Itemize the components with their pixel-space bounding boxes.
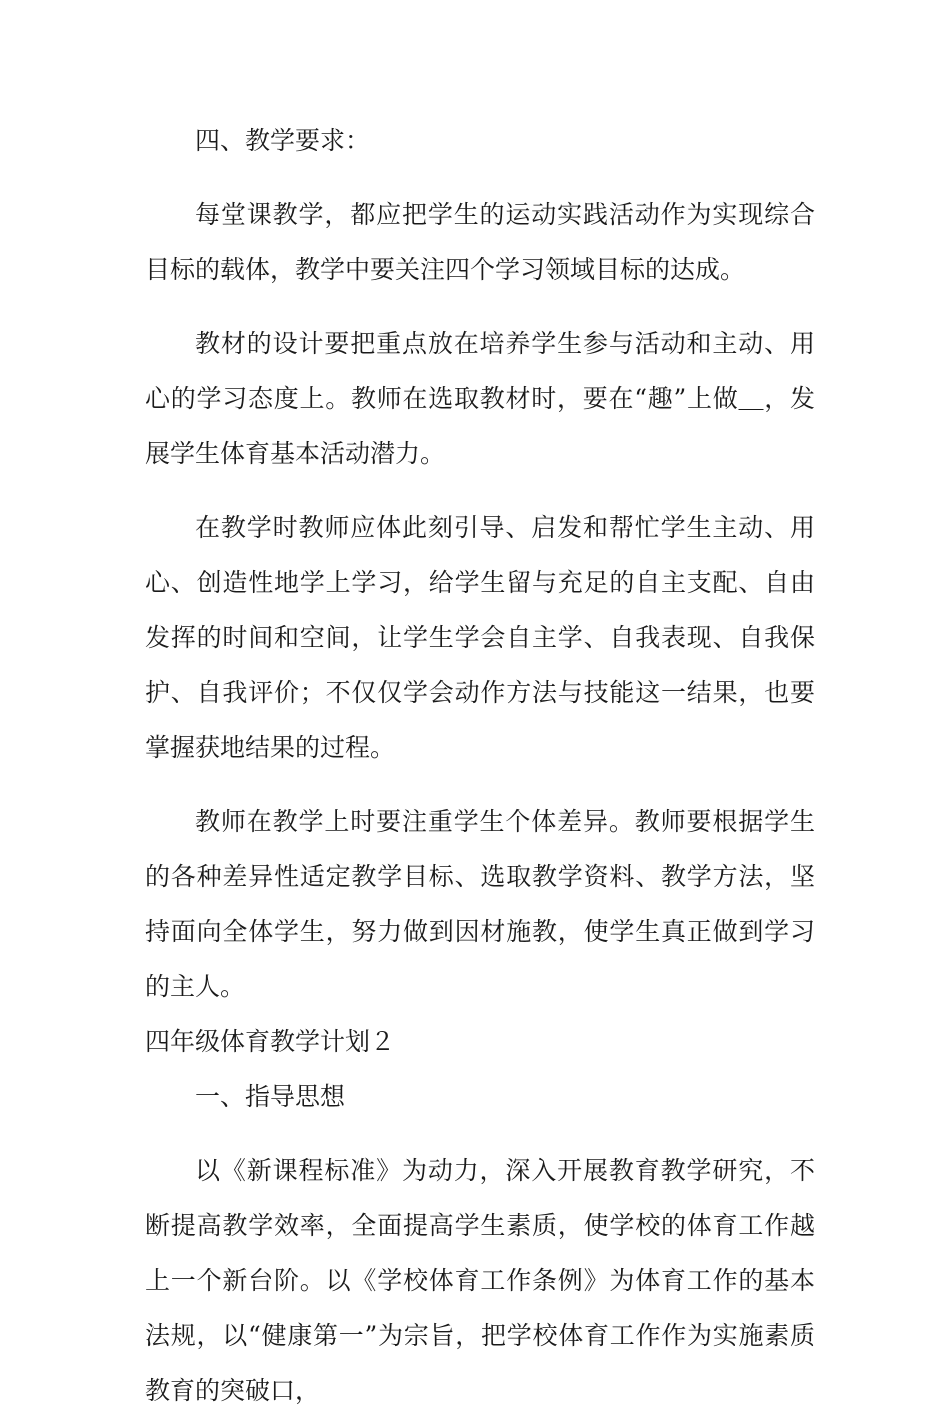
paragraph-practice-carrier: 每堂课教学，都应把学生的运动实践活动作为实现综合目标的载体，教学中要关注四个学习领域目标的达成。 <box>145 200 815 284</box>
section-heading-teaching-requirements: 四、教学要求： <box>195 126 371 155</box>
section-heading-guiding-ideology: 一、指导思想 <box>195 1082 346 1111</box>
document-title-plan-2: 四年级体育教学计划２ <box>145 1027 396 1056</box>
paragraph-teacher-guidance: 在教学时教师应体此刻引导、启发和帮忙学生主动、用心、创造性地学上学习，给学生留与充足的自主支配、自由发挥的时间和空间，让学生学会自主学、自我表现、自我保护、自我评价；不仅仅学会动作方法与技能这一结果，也要掌握获地结果的过程。 <box>145 513 815 762</box>
paragraph-individual-differences: 教师在教学上时要注重学生个体差异。教师要根据学生的各种差异性适定教学目标、选取教学资料、教学方法，坚持面向全体学生，努力做到因材施教，使学生真正做到学习的主人。 <box>145 807 815 1001</box>
paragraph-material-design: 教材的设计要把重点放在培养学生参与活动和主动、用心的学习态度上。教师在选取教材时，要在“趣”上做＿，发展学生体育基本活动潜力。 <box>145 329 815 468</box>
paragraph-new-curriculum: 以《新课程标准》为动力，深入开展教育教学研究，不断提高教学效率，全面提高学生素质，使学校的体育工作越上一个新台阶。以《学校体育工作条例》为体育工作的基本法规，以“健康第一”为宗旨，把学校体育工作作为实施素质教育的突破口， <box>145 1156 815 1405</box>
document-body <box>145 113 815 1418</box>
